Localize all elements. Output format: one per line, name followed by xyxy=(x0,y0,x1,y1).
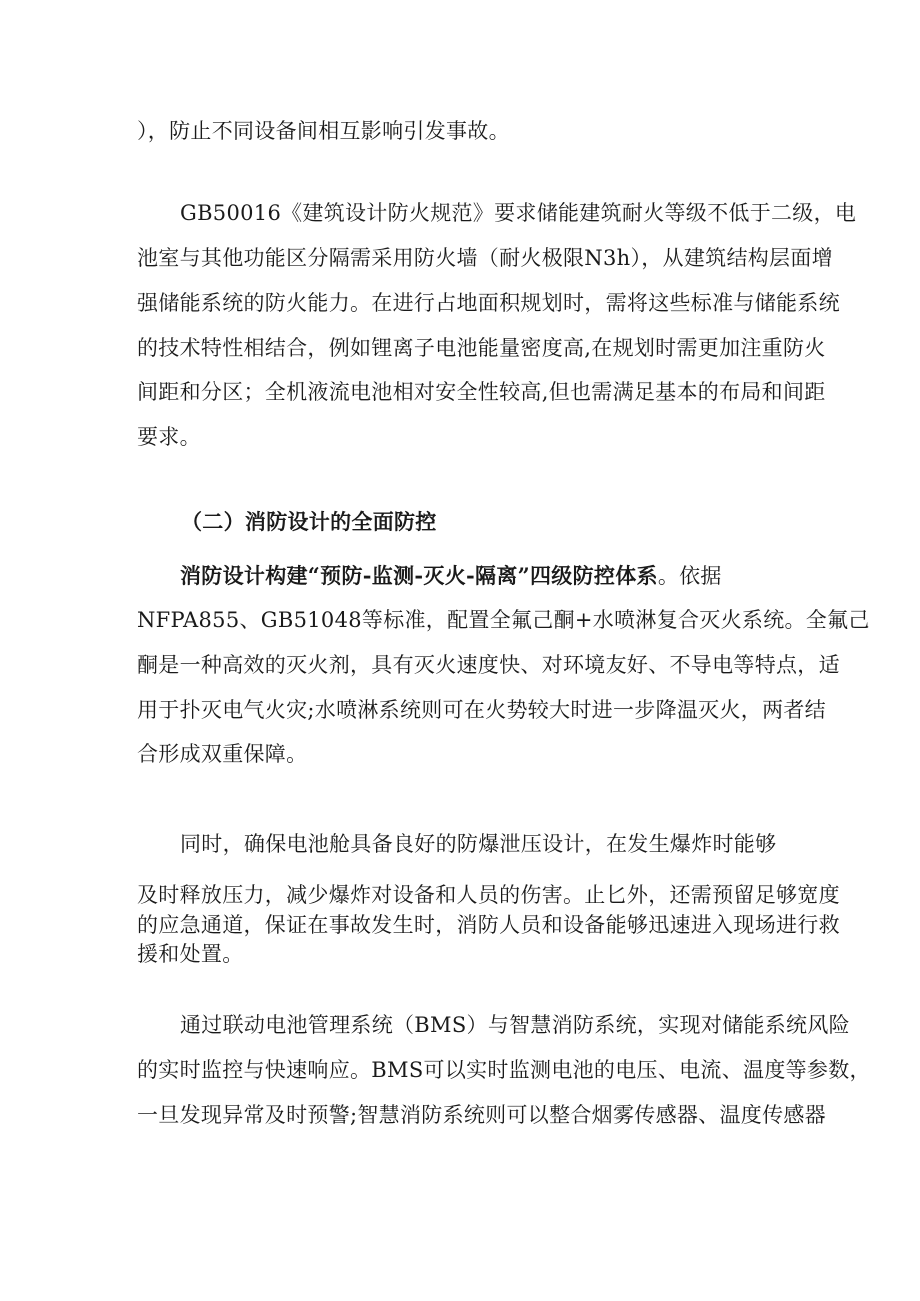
paragraph-line: 合形成双重保障。 xyxy=(137,742,308,766)
paragraph-line: 援和处置。 xyxy=(137,942,244,966)
paragraph-line: 要求。 xyxy=(137,425,201,449)
paragraph-line: 间距和分区；全机液流电池相对安全性较高,但也需满足基本的布局和间距 xyxy=(137,380,826,404)
paragraph-line: 的应急通道，保证在事故发生时，消防人员和设备能够迅速进入现场进行救 xyxy=(137,913,840,937)
paragraph-line: 通过联动电池管理系统（BMS）与智慧消防系统，实现对储能系统风险 xyxy=(180,1013,850,1037)
paragraph-line: 酮是一种高效的灭火剂，具有灭火速度快、对环境友好、不导电等特点，适 xyxy=(137,653,840,677)
paragraph-text: 。依据 xyxy=(657,564,722,588)
paragraph-line: 的技术特性相结合，例如锂离子电池能量密度高,在规划时需更加注重防火 xyxy=(137,336,826,360)
paragraph-line: NFPA855、GB51048等标准，配置全氟己酮+水喷淋复合灭火系统。全氟己 xyxy=(137,608,870,632)
paragraph-line: 一旦发现异常及时预警;智慧消防系统则可以整合烟雾传感器、温度传感器 xyxy=(137,1103,826,1127)
paragraph-line: GB50016《建筑设计防火规范》要求储能建筑耐火等级不低于二级，电 xyxy=(180,201,857,225)
paragraph-line: 用于扑灭电气火灾;水喷淋系统则可在火势较大时进一步降温灭火，两者结 xyxy=(137,698,826,722)
paragraph-line: 同时，确保电池舱具备良好的防爆泄压设计，在发生爆炸时能够 xyxy=(180,832,777,856)
paragraph-line: ），防止不同设备间相互影响引发事故。 xyxy=(137,119,510,143)
paragraph-line xyxy=(180,563,722,589)
paragraph-line: 及时释放压力，减少爆炸对设备和人员的伤害。止匕外，还需预留足够宽度 xyxy=(137,883,840,907)
key-statement: 消防设计构建“预防-监测-灭火-隔离”四级防控体系 xyxy=(180,563,658,588)
paragraph-line: 池室与其他功能区分隔需采用防火墙（耐火极限N3h），从建筑结构层面增 xyxy=(137,246,833,270)
paragraph-line: 的实时监控与快速响应。BMS可以实时监测电池的电压、电流、温度等参数， xyxy=(137,1058,871,1082)
paragraph-line: 强储能系统的防火能力。在进行占地面积规划时，需将这些标准与储能系统 xyxy=(137,291,840,315)
section-heading: （二）消防设计的全面防控 xyxy=(181,509,437,534)
